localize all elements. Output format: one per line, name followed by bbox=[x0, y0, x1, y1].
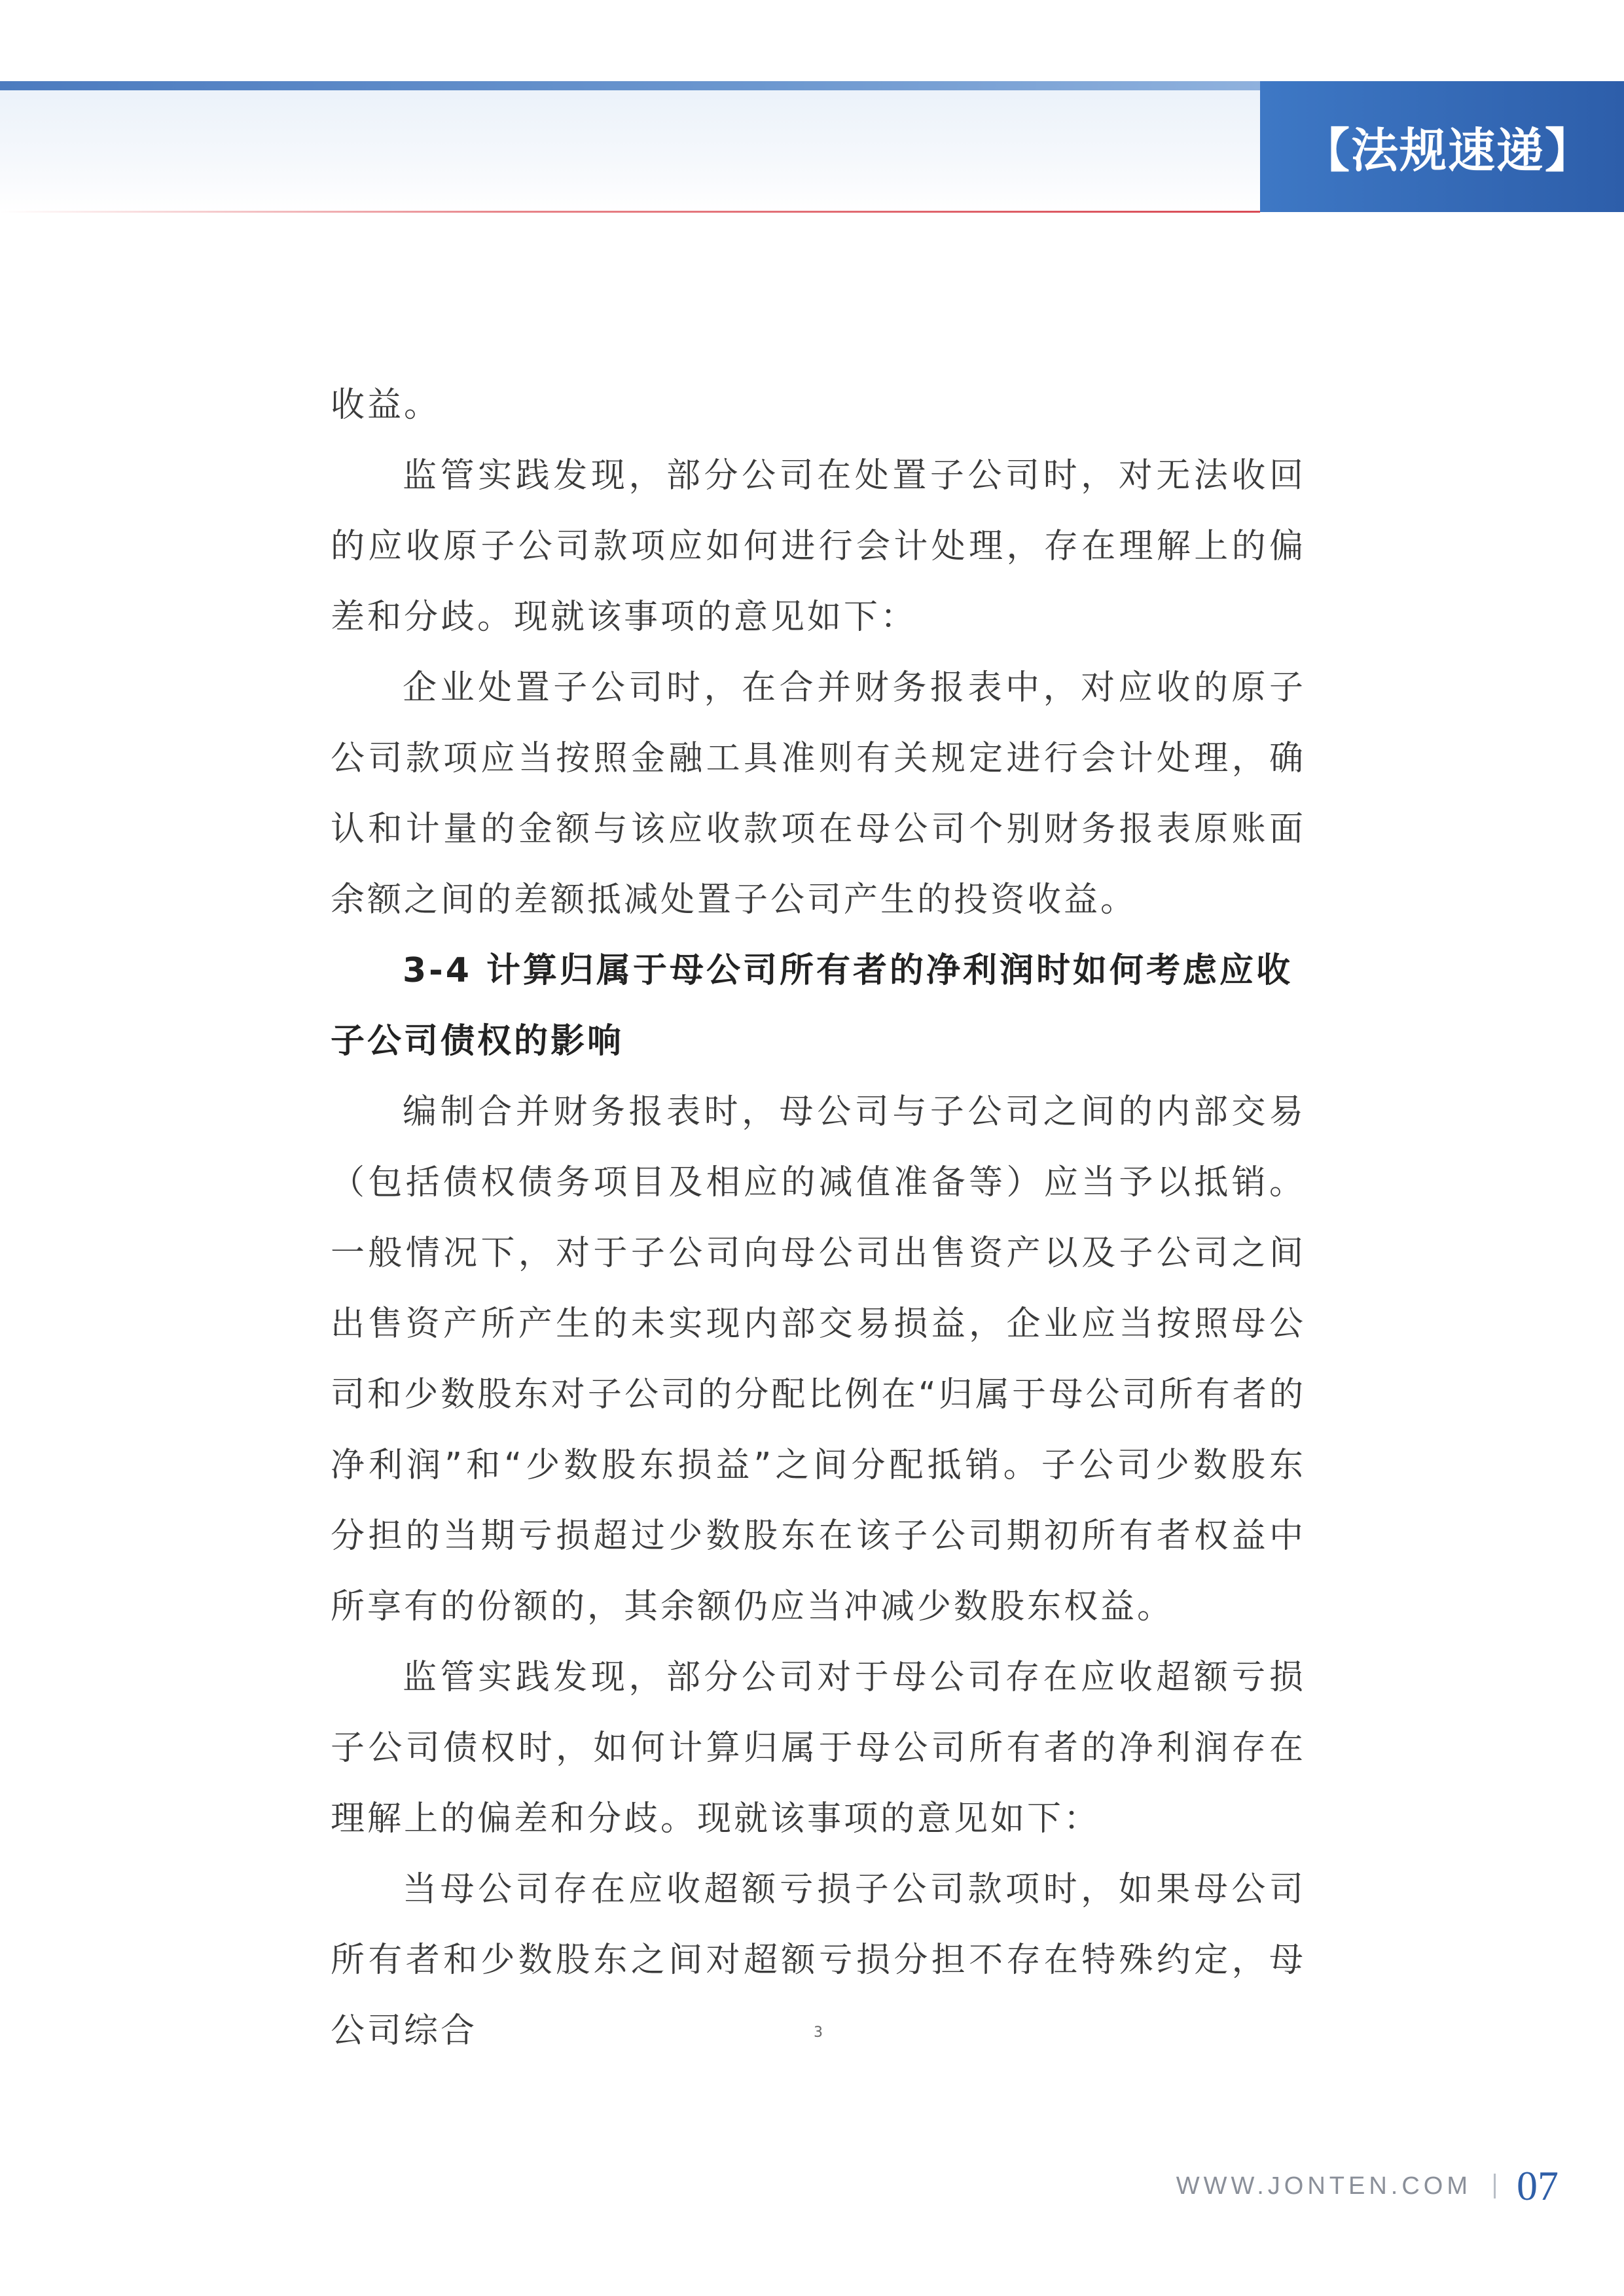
page-number: 07 bbox=[1517, 2162, 1559, 2209]
header-band bbox=[0, 81, 1260, 212]
paragraph: 监管实践发现，部分公司在处置子公司时，对无法收回的应收原子公司款项应如何进行会计处理，存在理解上的偏差和分歧。现就该事项的意见如下： bbox=[331, 456, 1306, 637]
paragraph-continuation: 收益。 bbox=[331, 386, 441, 425]
footer bbox=[1176, 2157, 1559, 2215]
paragraph: 编制合并财务报表时，母公司与子公司之间的内部交易（包括债权债务项目及相应的减值准备等）应当予以抵销。一般情况下，对于子公司向母公司出售资产以及子公司之间出售资产所产生的未实现内部交易损益，企业应当按照母公司和少数股东对子公司的分配比例在“归属于母公司所有者的净利润”和“少数股东损益”之间分配抵销。子公司少数股东分担的当期亏损超过少数股东在该子公司期初所有者权益中所享有的份额的，其余额仍应当冲减少数股东权益。 bbox=[331, 1092, 1306, 1626]
section-tag-label: 【法规速递】 bbox=[1303, 122, 1594, 178]
inner-page-mark: 3 bbox=[814, 2024, 823, 2041]
paragraph: 企业处置子公司时，在合并财务报表中，对应收的原子公司款项应当按照金融工具准则有关规定进行会计处理，确认和计量的金额与该应收款项在母公司个别财务报表原账面余额之间的差额抵减处置子公司产生的投资收益。 bbox=[331, 668, 1306, 920]
section-heading: 3-4 计算归属于母公司所有者的净利润时如何考虑应收子公司债权的影响 bbox=[331, 951, 1293, 1061]
article-body bbox=[331, 370, 1306, 2066]
header-red-rule bbox=[0, 211, 1260, 213]
website-link[interactable]: WWW.JONTEN.COM bbox=[1176, 2172, 1471, 2200]
section-tag bbox=[1260, 81, 1624, 212]
paragraph: 监管实践发现，部分公司对于母公司存在应收超额亏损子公司债权时，如何计算归属于母公司所有者的净利润存在理解上的偏差和分歧。现就该事项的意见如下： bbox=[331, 1658, 1306, 1839]
paragraph: 当母公司存在应收超额亏损子公司款项时，如果母公司所有者和少数股东之间对超额亏损分担不存在特殊约定，母公司综合 bbox=[331, 1870, 1306, 2051]
footer-divider bbox=[1494, 2174, 1496, 2198]
header-top-line bbox=[0, 81, 1260, 90]
